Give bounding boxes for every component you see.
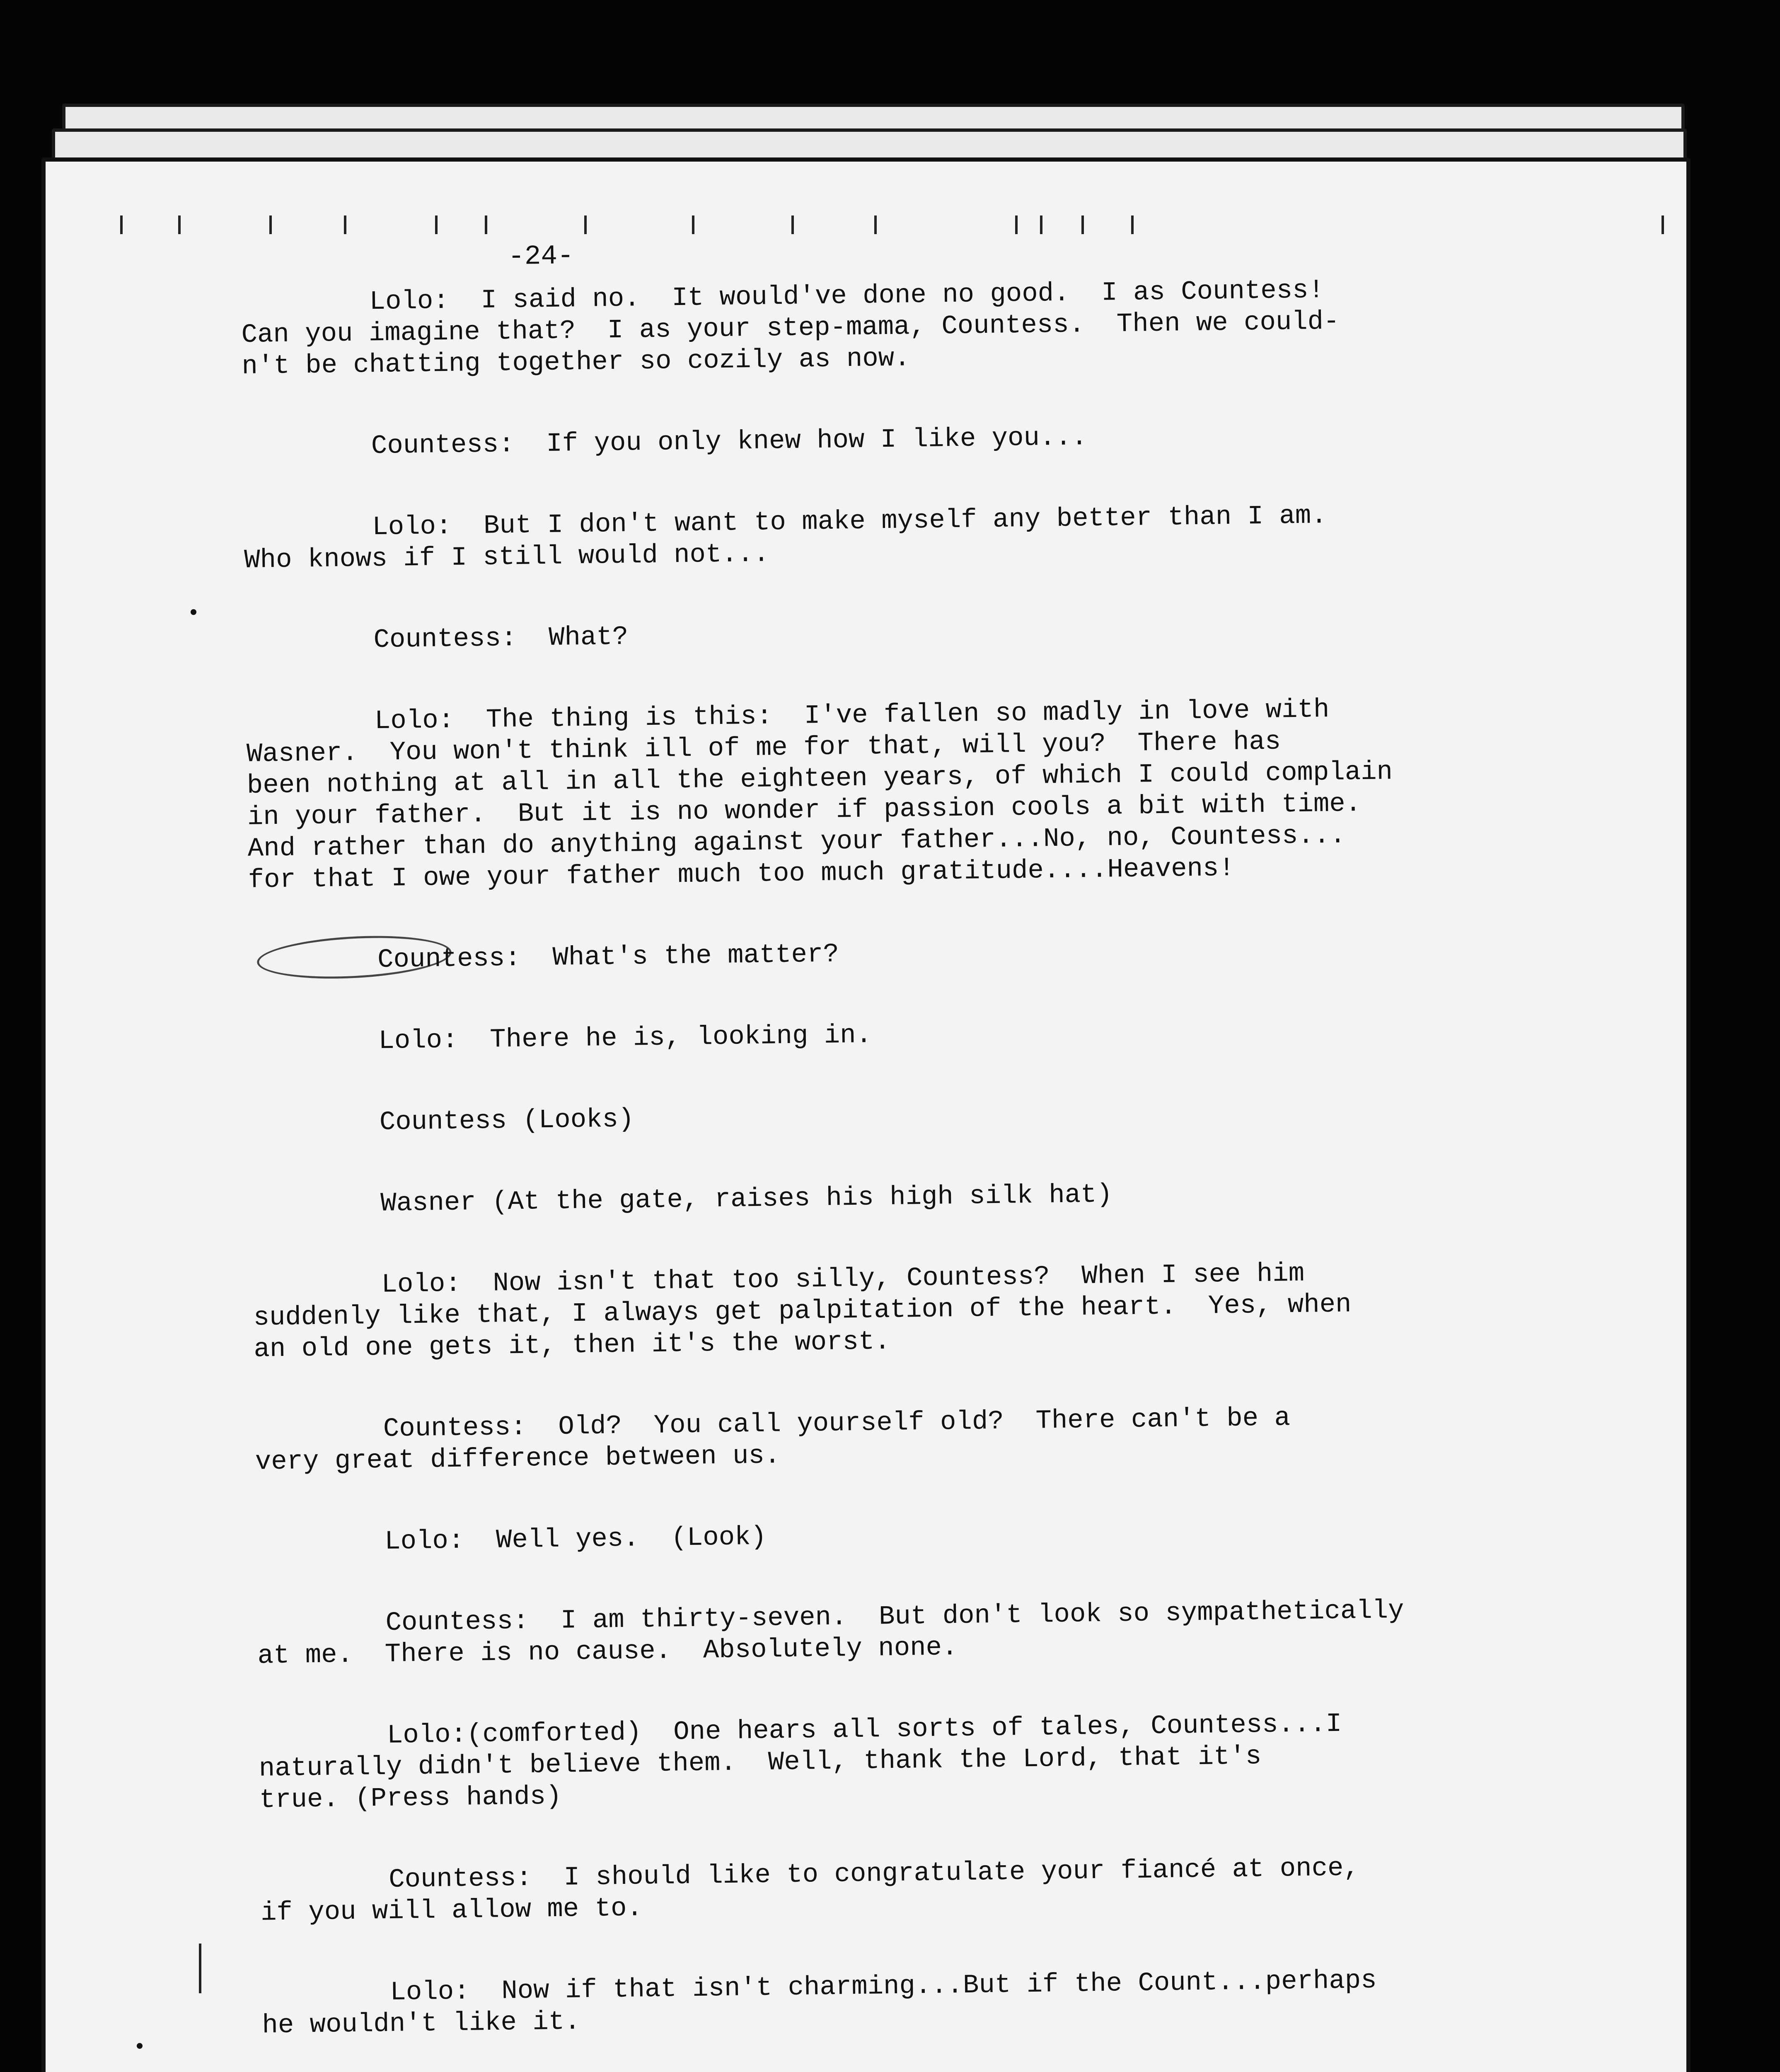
dialogue-paragraph [255,1398,1664,1478]
text-line: in your father. But it is no wonder if passion cools a bit with time. [247,789,1362,833]
dialogue-paragraph [252,1172,1661,1221]
text-line: naturally didn't believe them. Well, thank the Lord, that it's [259,1742,1262,1784]
dialogue-paragraph [250,1010,1659,1059]
text-line: Countess: Old? You call yourself old? There can't be a [383,1403,1291,1444]
dialogue-paragraph [261,1961,1671,2042]
page-number: -24- [508,240,574,273]
text-line: Countess: I am thirty-seven. But don't look so sympathetically [385,1595,1404,1638]
text-line: Lolo: I said no. It would've done no good. I as Countess! [369,276,1325,317]
typed-script-body [240,227,1676,2072]
stray-ink-dot [191,609,196,615]
text-line: Can you imagine that? I as your step-mama, Countess. Then we could- [241,307,1340,350]
dialogue-paragraph [257,1592,1666,1672]
text-line: Countess: If you only knew how I like you... [371,423,1088,462]
text-line: Lolo: Well yes. (Look) [384,1522,767,1557]
text-line: Countess: I should like to congratulate your fiancé at once, [388,1853,1360,1895]
text-line: at me. There is no cause. Absolutely none. [257,1633,958,1671]
dialogue-paragraphs [241,271,1676,2072]
dialogue-paragraph [253,1254,1663,1365]
text-line: he wouldn't like it. [262,2007,581,2041]
dialogue-paragraph [260,1849,1670,1929]
text-line: Wasner (At the gate, raises his high silk hat) [380,1180,1113,1219]
text-line: Who knows if I still would not... [244,539,770,576]
text-line: Lolo: The thing is this: I've fallen so madly in love with [374,695,1330,737]
text-line: true. (Press hands) [259,1782,562,1815]
dialogue-paragraph [249,929,1658,978]
text-line: for that I owe your father much too much gratitude....Heavens! [248,853,1235,896]
dialogue-paragraph [243,415,1652,464]
text-line: suddenly like that, I always get palpitation of the heart. Yes, when [253,1290,1352,1333]
text-line: Lolo: Now isn't that too silly, Countess? When I see him [381,1259,1305,1300]
text-line: Lolo: But I don't want to make myself any better than I am. [372,501,1328,543]
margin-tick-mark [199,1944,201,1993]
dialogue-paragraph [244,496,1653,576]
dialogue-paragraph [246,690,1657,896]
dialogue-paragraph [256,1510,1665,1559]
text-line: been nothing at all in all the eighteen years, of which I could complain [247,757,1393,801]
text-line: if you will allow me to. [260,1893,643,1928]
dialogue-paragraph [259,1704,1669,1816]
text-line: Lolo:(comforted) One hears all sorts of tales, Countess...I [387,1709,1342,1751]
text-line: an old one gets it, then it's the worst. [254,1327,891,1365]
dialogue-paragraph [245,609,1654,658]
stray-ink-dot [137,2043,143,2049]
text-line: Countess: What's the matter? [377,939,839,975]
document-page [41,157,1691,2072]
dialogue-paragraph [241,271,1651,382]
text-line: And rather than do anything against your father...No, no, Countess... [247,821,1346,864]
text-line: Lolo: Now if that isn't charming...But if the Count...perhaps [390,1965,1377,2008]
dialogue-paragraph [251,1091,1660,1140]
text-line: Countess: What? [373,622,629,656]
text-line: Wasner. You won't think ill of me for that, will you? There has [246,727,1281,770]
text-line: very great difference between us. [255,1441,781,1477]
text-line: n't be chatting together so cozily as now. [242,344,910,382]
text-line: Lolo: There he is, looking in. [378,1020,872,1057]
text-line: Countess (Looks) [379,1104,634,1138]
